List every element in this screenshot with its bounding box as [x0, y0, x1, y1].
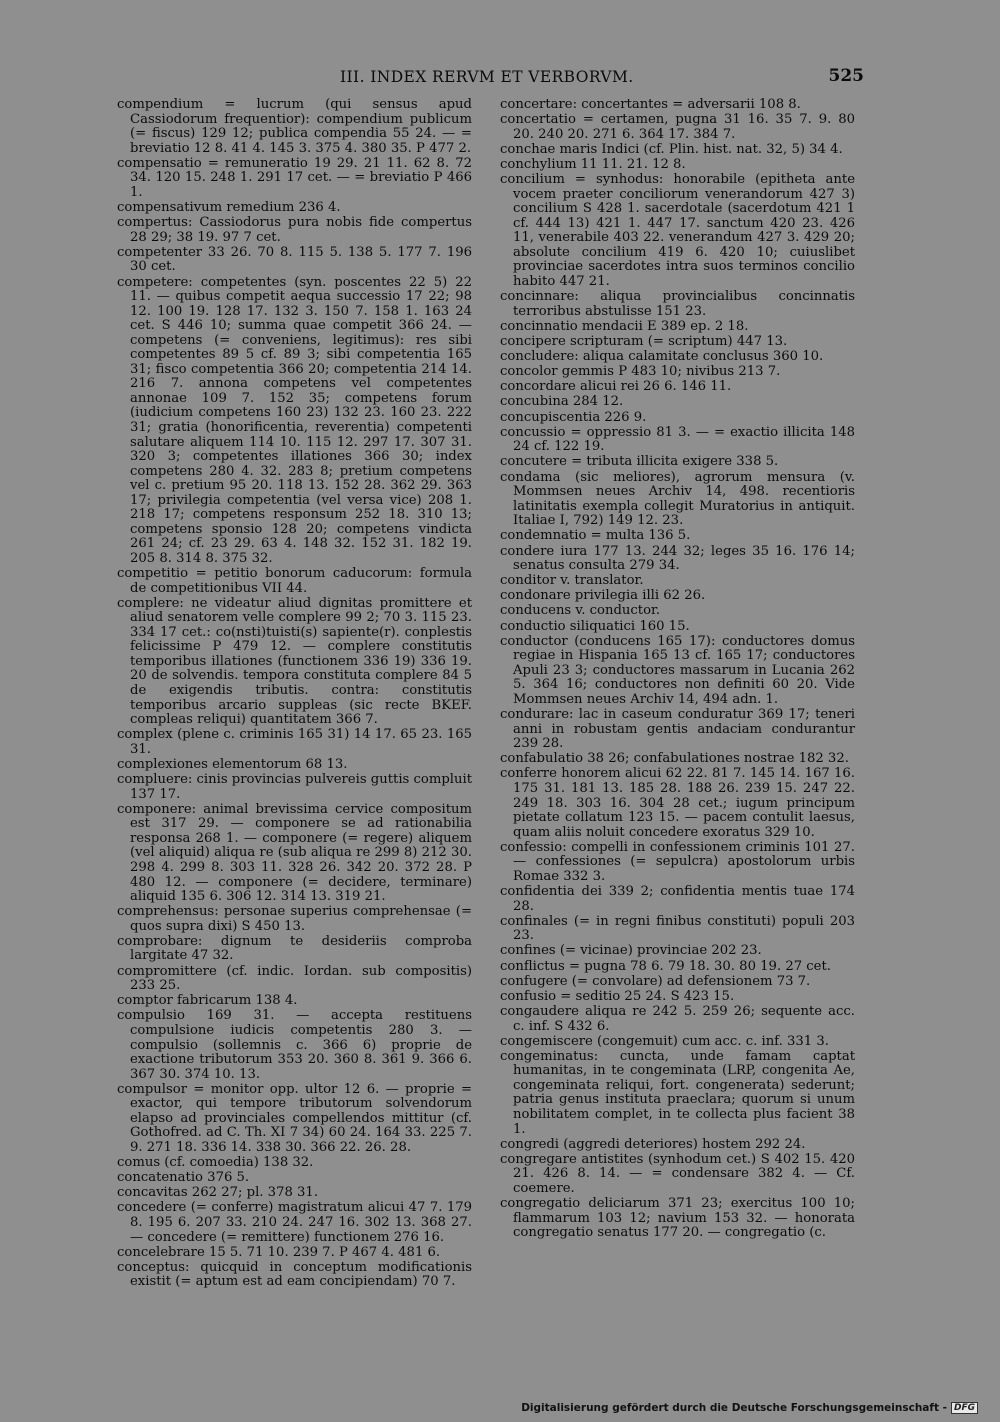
index-entry: concedere (= conferre) magistratum alicui 47 7. 179 8. 195 6. 207 33. 210 24. 247 16. 302 13. 368 27. — concedere (= remittere) functionem 276 16. — [117, 1200, 472, 1245]
index-entry: compensativum remedium 236 4. — [117, 200, 341, 216]
index-entry: compromittere (cf. indic. Iordan. sub compositis) 233 25. — [117, 963, 472, 994]
index-entry: concutere = tributa illicita exigere 338 5. — [500, 454, 779, 470]
index-entry: concludere: aliqua calamitate conclusus 360 10. — [500, 349, 824, 365]
index-entry: confugere (= convolare) ad defensionem 73 7. — [500, 973, 811, 989]
index-entry: concolor gemmis P 483 10; nivibus 213 7. — [500, 364, 781, 380]
index-entry: conchylium 11 11. 21. 12 8. — [500, 156, 686, 172]
running-head: III. INDEX RERVM ET VERBORVM. — [340, 68, 634, 86]
index-entry: complexiones elementorum 68 13. — [117, 756, 348, 772]
index-entry: complere: ne videatur aliud dignitas promittere et aliud senatorem velle complere 99 2; 70 3. 115 23. 334 17 cet.: co(nsti)tuisti(s) sapiente(r). conplestis felicissime P 479 12. — complere constitutis temporibus illationes (functionem 336 19) 336 19. 20 de solvendis. tempora constituta complere 84 5 de exigendis tributis. contra: constitutis temporibus arcario suppleas (sic recte BKEF. compleas reliqui) quantitatem 366 7. — [117, 595, 472, 728]
index-entry: confusio = seditio 25 24. S 423 15. — [500, 988, 735, 1004]
index-entry: compluere: cinis provincias pulvereis guttis compluit 137 17. — [117, 772, 472, 802]
index-entry: condemnatio = multa 136 5. — [500, 528, 691, 544]
index-entry: congredi (aggredi deteriores) hostem 292 24. — [500, 1136, 806, 1152]
index-entry: comptor fabricarum 138 4. — [117, 993, 298, 1009]
index-entry: concavitas 262 27; pl. 378 31. — [117, 1185, 319, 1201]
index-entry: conchae maris Indici (cf. Plin. hist. nat. 32, 5) 34 4. — [500, 141, 843, 157]
index-entry: competenter 33 26. 70 8. 115 5. 138 5. 177 7. 196 30 cet. — [117, 244, 472, 275]
index-entry: conditor v. translator. — [500, 573, 644, 589]
index-entry: comprobare: dignum te desideriis comproba largitate 47 32. — [117, 933, 472, 964]
index-entry: concelebrare 15 5. 71 10. 239 7. P 467 4. 481 6. — [117, 1244, 441, 1260]
index-entry: condurare: lac in caseum conduratur 369 17; teneri anni in robustam gentis andaciam condurantur 239 28. — [500, 707, 855, 752]
index-entry: concipere scripturam (= scriptum) 447 13. — [500, 333, 788, 349]
page-number: 525 — [828, 66, 864, 86]
index-entry: competere: competentes (syn. poscentes 22 5) 22 11. — quibus competit aequa successio 17 22; 98 12. 100 19. 128 17. 132 3. 150 7. 158 1. 163 24 cet. S 446 10; summa quae competit 366 24. — competens (= conveniens, legitimus): res sibi competentes 89 5 cf. 89 3; sibi competentia 165 31; fisco competentia 366 20; competentia 214 14. 216 7. annona competens vel competentes annonae 109 7. 152 35; competens forum (iudicium competens 160 23) 132 23. 160 23. 222 31; gratia (honorificentia, reverentia) competenti salutare aliquem 114 10. 115 12. 297 17. 307 31. 320 3; competentes illationes 366 30; index competens 280 4. 32. 283 8; pretium competens vel c. pretium 95 20. 118 13. 152 28. 362 29. 363 17; privilegia competentia (vel versa vice) 208 1. 218 17; competens responsum 252 18. 310 13; competens sponsio 128 20; competens vindicta 261 24; cf. 23 29. 63 4. 148 32. 152 31. 182 19. 205 8. 314 8. 375 32. — [117, 274, 472, 566]
right-column — [500, 98, 855, 1241]
index-entry: concordare alicui rei 26 6. 146 11. — [500, 379, 732, 395]
index-entry: concilium = synhodus: honorabile (epitheta ante vocem praeter conciliorum venerandorum 427 3) concilium S 428 1. sacerdotale (sacerdotum 421 1 cf. 444 13) 421 1. 447 17. sanctum 420 23. 426 11, venerabile 403 22. venerandum 427 3. 429 20; absolute concilium 419 6. 420 10; cuiuslibet provinciae sacerdotes intra suos terminos concilio habito 447 21. — [500, 172, 855, 289]
left-column — [117, 98, 472, 1291]
index-entry: concinnare: aliqua provincialibus concinnatis terroribus abstulisse 151 23. — [500, 289, 855, 319]
index-entry: congeminatus: cuncta, unde famam captat humanitas, in te congeminata (LRP, congenita Ae, congeminata reliqui, fort. congenerata) sederunt; patria genus instituta praeclara; quorum si unum nobilitatem complet, in te collecta plus facient 38 1. — [500, 1048, 855, 1137]
index-entry: competitio = petitio bonorum caducorum: formula de competitionibus VII 44. — [117, 566, 472, 596]
index-entry: concupiscentia 226 9. — [500, 409, 647, 425]
index-entry: conducens v. conductor. — [500, 603, 661, 619]
index-entry: confines (= vicinae) provinciae 202 23. — [500, 943, 762, 959]
index-entry: conductio siliquatici 160 15. — [500, 618, 690, 634]
index-entry: concertare: concertantes = adversarii 108 8. — [500, 97, 801, 112]
index-entry: concubina 284 12. — [500, 394, 624, 410]
dfg-logo: DFG — [951, 1402, 978, 1414]
index-entry: condonare privilegia illi 62 26. — [500, 588, 706, 604]
index-entry: confinales (= in regni finibus constituti) populi 203 23. — [500, 913, 855, 944]
index-entry: condama (sic meliores), agrorum mensura (v. Mommsen neues Archiv 14, 498. recentioris latinitatis exempla collegit Muratorius in antiquit. Italiae I, 792) 149 12. 23. — [500, 469, 855, 529]
footer-credit — [521, 1402, 978, 1414]
index-entry: congemiscere (congemuit) cum acc. c. inf. 331 3. — [500, 1033, 829, 1049]
index-entry: conflictus = pugna 78 6. 79 18. 30. 80 19. 27 cet. — [500, 958, 831, 974]
index-entry: confabulatio 38 26; confabulationes nostrae 182 32. — [500, 751, 849, 767]
index-entry: compensatio = remuneratio 19 29. 21 11. 62 8. 72 34. 120 15. 248 1. 291 17 cet. — = breviatio P 466 1. — [117, 155, 472, 200]
index-entry: componere: animal brevissima cervice compositum est 317 29. — componere se ad rationabilia responsa 268 1. — componere (= regere) aliquem (vel aliquid) aliqua re (sub aliqua re 299 8) 212 30. 298 4. 299 8. 303 11. 328 26. 342 20. 372 28. P 480 12. — componere (= decidere, terminare) aliquid 135 6. 306 12. 314 13. 319 21. — [117, 801, 472, 905]
index-entry: conferre honorem alicui 62 22. 81 7. 145 14. 167 16. 175 31. 181 13. 185 28. 188 26. 239 15. 247 22. 249 18. 303 16. 304 28 cet.; iugum principum pietate collatum 123 15. — pacem contulit laesus, quam aliis noluit concedere exoratus 329 10. — [500, 766, 855, 840]
index-entry: compulsio 169 31. — accepta restituens compulsione iudicis competentis 280 3. — compulsio (sollemnis c. 366 6) proprie de exactione tributorum 353 20. 360 8. 361 9. 366 6. 367 30. 374 10. 13. — [117, 1008, 472, 1082]
index-entry: comus (cf. comoedia) 138 32. — [117, 1155, 314, 1171]
index-entry: concussio = oppressio 81 3. — = exactio illicita 148 24 cf. 122 19. — [500, 424, 855, 455]
index-entry: compertus: Cassiodorus pura nobis fide compertus 28 29; 38 19. 97 7 cet. — [117, 215, 472, 245]
index-entry: conductor (conducens 165 17): conductores domus regiae in Hispania 165 13 cf. 165 17; conductores Apuli 23 3; conductores massarum in Lucania 262 5. 364 16; conductores non definiti 60 20. Vide Mommsen neues Archiv 14, 494 adn. 1. — [500, 633, 855, 707]
index-entry: congaudere aliqua re 242 5. 259 26; sequente acc. c. inf. S 432 6. — [500, 1003, 855, 1034]
index-entry: confessio: compelli in confessionem criminis 101 27. — confessiones (= sepulcra) apostolorum urbis Romae 332 3. — [500, 839, 855, 884]
index-entry: concertatio = certamen, pugna 31 16. 35 7. 9. 80 20. 240 20. 271 6. 364 17. 384 7. — [500, 112, 855, 142]
index-entry: concatenatio 376 5. — [117, 1170, 250, 1186]
index-entry: comprehensus: personae superius comprehensae (= quos supra dixi) S 450 13. — [117, 904, 472, 934]
index-entry: confidentia dei 339 2; confidentia mentis tuae 174 28. — [500, 884, 855, 914]
footer-credit-text: Digitalisierung gefördert durch die Deutsche Forschungsgemeinschaft - — [521, 1402, 947, 1414]
index-entry: compendium = lucrum (qui sensus apud Cassiodorum frequentior): compendium publicum (= fiscus) 129 12; publica compendia 55 24. — = breviatio 12 8. 41 4. 145 3. 375 4. 380 35. P 477 2. — [117, 97, 472, 156]
index-entry: complex (plene c. criminis 165 31) 14 17. 65 23. 165 31. — [117, 727, 472, 757]
index-entry: congregare antistites (synhodum cet.) S 402 15. 420 21. 426 8. 14. — = condensare 382 4. — Cf. coemere. — [500, 1151, 855, 1196]
index-entry: condere iura 177 13. 244 32; leges 35 16. 176 14; senatus consulta 279 34. — [500, 543, 855, 574]
index-entry: conceptus: quicquid in conceptum modificationis existit (= aptum est ad eam concipiendam) 70 7. — [117, 1259, 472, 1290]
index-entry: concinnatio mendacii E 389 ep. 2 18. — [500, 318, 749, 334]
index-entry: compulsor = monitor opp. ultor 12 6. — proprie = exactor, qui tempore tributorum solvendorum elapso ad provinciales compellendos mittitur (cf. Gothofred. ad C. Th. XI 7 34) 60 24. 164 33. 225 7. 9. 271 18. 336 14. 338 30. 366 22. 26. 28. — [117, 1081, 472, 1155]
index-entry: congregatio deliciarum 371 23; exercitus 100 10; flammarum 103 12; navium 153 32. — honorata congregatio senatus 177 20. — congregatio (c. — [500, 1196, 855, 1241]
